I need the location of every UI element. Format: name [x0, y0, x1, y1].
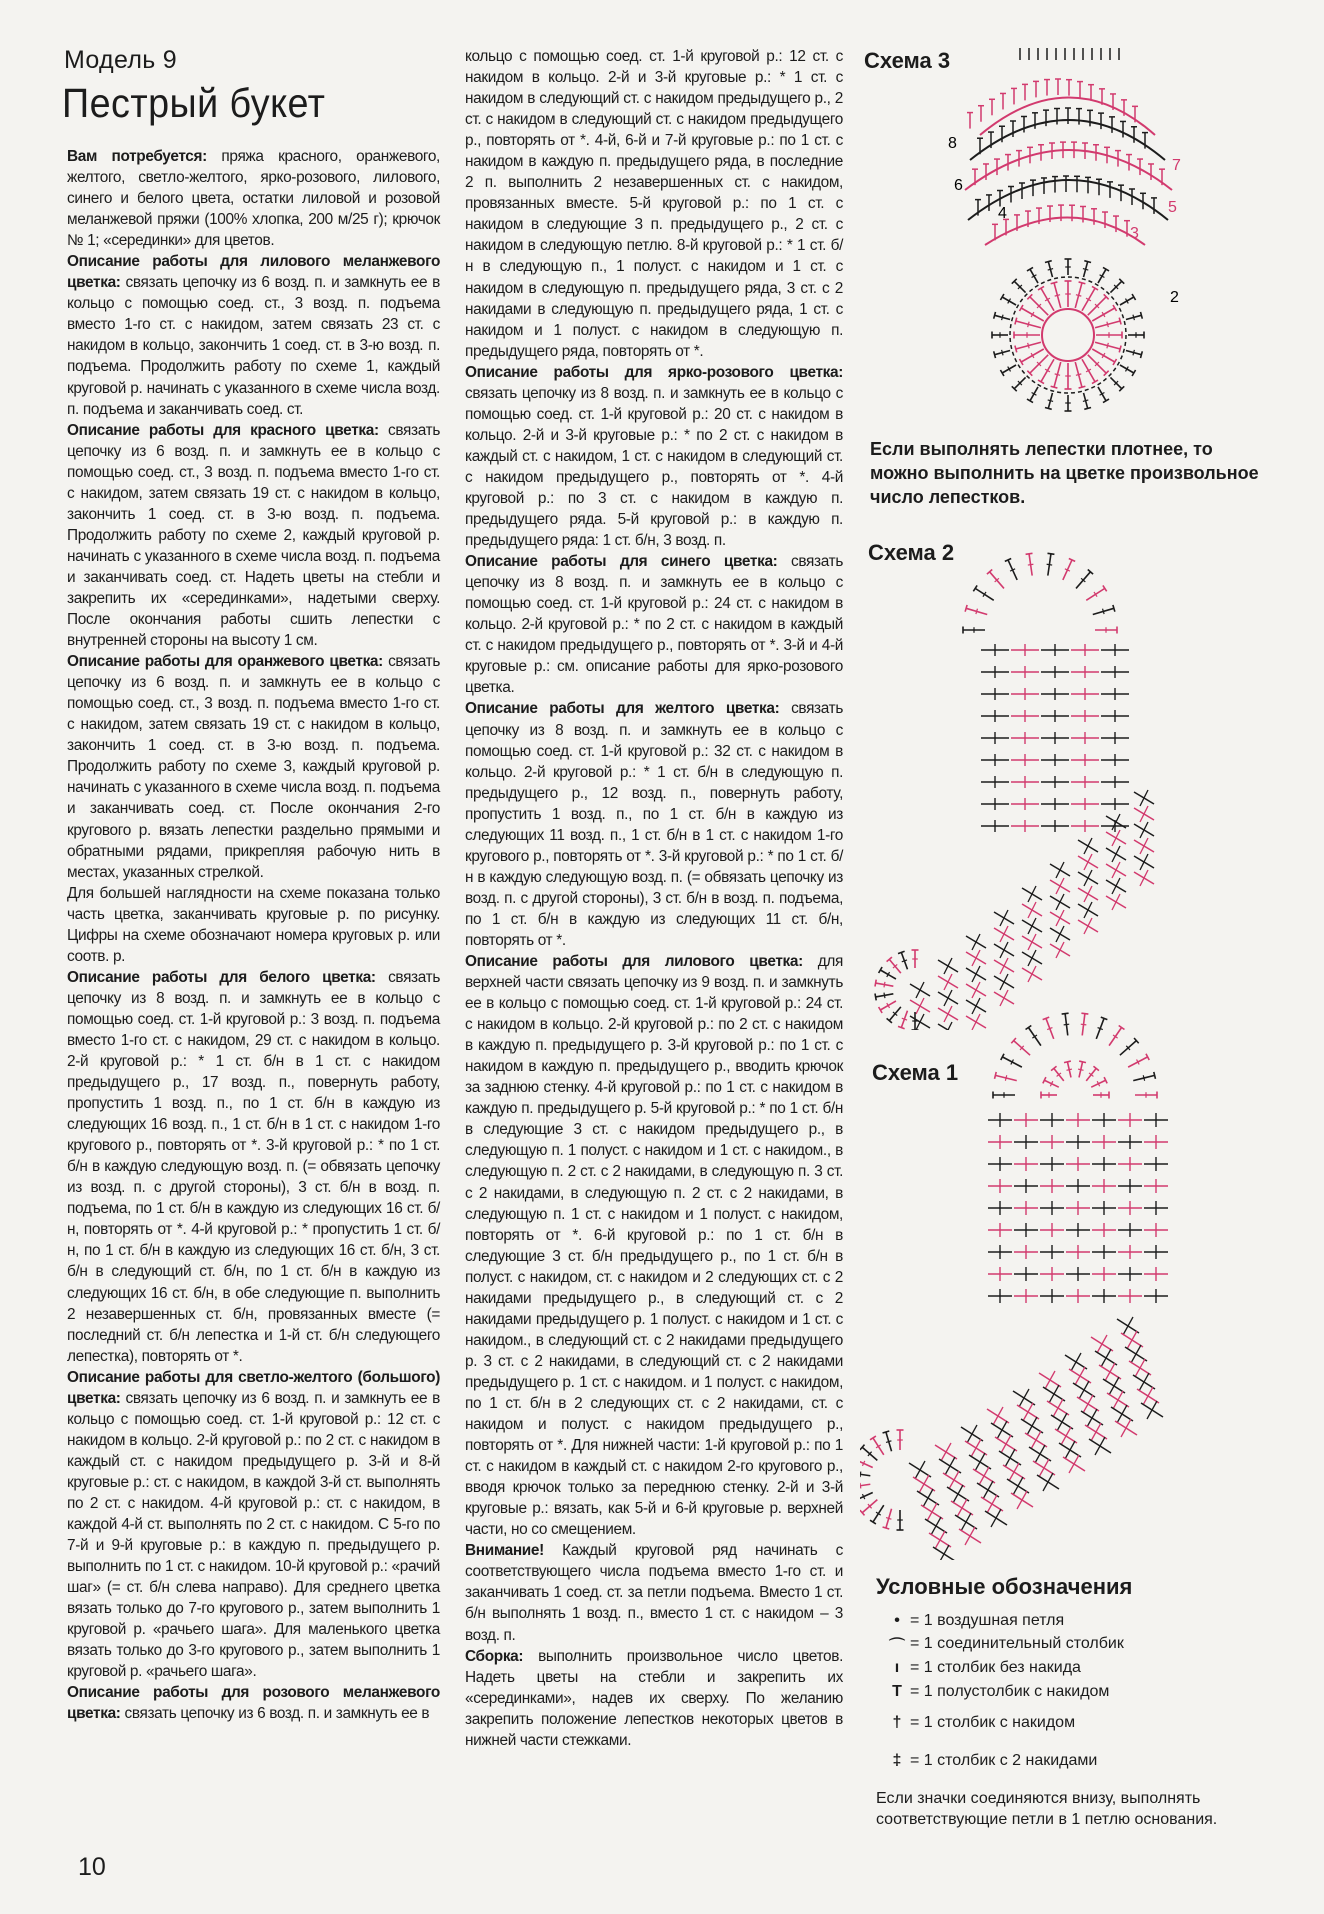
paragraph-label: Описание работы для оранжевого цветка: [67, 653, 383, 671]
schema-3-note: Если выполнять лепестки плотнее, то можно выполнить на цветке произвольное число лепестков. [870, 439, 1259, 507]
paragraph-text: связать цепочку из 6 возд. п. и замкнуть ее в кольцо с помощью соед. ст., 3 возд. п. подъема вместо 1-го ст. с накидом, затем связать 19 ст. с накидом в кольцо, закончить 1 соед. ст. в 3-ю возд. п. подъема. Продолжить работу по схеме 3, каждый круговой р. начинать с указанного в схеме числа возд. п. подъема и заканчивать соед. ст. После окончания 2-го кругового р. вязать лепестки раздельно прямыми и обратными рядами, прикрепляя рабочую нить в местах, указанных стрелкой. [67, 653, 440, 881]
paragraph-text: связать цепочку из 8 возд. п. и замкнуть ее в кольцо с помощью соед. ст. 1-й круговой р.: 20 ст. с накидом в кольцо. 2-й и 3-й круговые р.: * по 2 ст. с накидом в каждый ст. с накидом, 1 ст. с накидом в следующий ст. с накидом предыдущего р., повторять от *. 4-й круговой р.: по 3 ст. с накидом в каждую п. предыдущего ряда. 5-й круговой р.: в каждую п. предыдущего ряда: 1 ст. б/н, 3 возд. п. [465, 384, 843, 550]
schema-1-upper-petal [988, 1013, 1168, 1303]
paragraph [67, 967, 440, 1367]
paragraph-label: Описание работы для лилового меланжевого цветка: [67, 253, 440, 292]
paragraph-text: для верхней части связать цепочку из 9 возд. п. и замкнуть ее в кольцо с помощью соед. ст. 1-й круговой р.: 24 ст. с накидом в кольцо. 2-й круговой р.: по 2 ст. с накидом в каждую п. предыдущего р. 3-й круговой р.: по 1 ст. с накидом в каждую п. предыдущего р., вводить крючок за заднюю стенку. 4-й круговой р.: по 1 ст. с накидом в каждую п. предыдущего р. 5-й круговой р.: * по 1 ст. б/н в следующие 3 ст. с накидом предыдущего р., в следующую п. 1 полуст. с накидом и 1 ст. с накидом., в следующую п. 2 ст. с 2 накидами, в следующую п. 3 ст. с 2 накидами, в следующую п. 2 ст. с 2 накидами, в следующую п. 1 ст. с накидом и 1 полуст. с накидом, повторять от *. 6-й круговой р.: по 1 ст. б/н в следующие 3 ст. б/н предыдущего р., по 1 ст. б/н в полуст. с накидом, ст. с накидом и 2 следующих ст. с 2 накидами предыдущего р., в следующий ст. с 2 накидами предыдущего р. 1 полуст. с накидом и 1 ст. с накидом., в следующий ст. с 2 накидами предыдущего р. 3 ст. с 2 накидами, в следующий ст. с 2 накидами предыдущего р. 1 ст. с накидом. и 1 полуст. с накидом, по 1 ст. б/н в 2 следующих ст. с 2 накидами, ст. с накидом и полуст. с накидом предыдущего р., повторять от *. Для нижней части: 1-й круговой р.: по 1 ст. с накидом в каждый ст. с накидом 2-го кругового р., вводя крючок только за переднюю стенку. 2-й и 3-й круговые р.: вязать, как 5-й и 6-й круговые р. верхней части, но со смещением. [465, 953, 843, 1539]
schema-3-rays [992, 259, 1144, 411]
paragraph-text: Каждый круговой ряд начинать с соответствующего числа подъема вместо 1-го ст. и заканчивать 1 соед. ст. за петли подъема. Вместо 1 ст. б/н выполнять 1 возд. п., вместо 1 ст. с накидом – 3 возд. п. [465, 1542, 843, 1644]
row-number-2: 2 [1170, 289, 1179, 306]
legend-item [884, 1681, 1109, 1703]
paragraph-label: Описание работы для светло-желтого (большого) цветка: [67, 1368, 440, 1407]
paragraph-label: Описание работы для красного цветка: [67, 421, 379, 439]
schema-2-label: Схема 2 [868, 540, 955, 565]
paragraph-text: связать цепочку из 6 возд. п. и замкнуть ее в кольцо с помощью соед. ст. 1-й круговой р.: 12 ст. с накидом в кольцо. 2-й круговой р.: по 2 ст. с накидом в каждый ст. с накидом предыдущего р. 3-й и 8-й круговые р.: ст. с накидом, в каждой 3-й ст. выполнять по 2 ст. с накидом. 4-й круговой р.: ст. с накидом, в каждой 4-й ст. выполнять по 2 ст. с накидом. С 5-го по 7-й и 9-й круговые р.: в каждую п. предыдущего р. выполнить по 1 ст. с накидом. 10-й круговой р.: «рачий шаг» (= ст. б/н слева направо). Для среднего цветка вязать только до 7-го кругового р., затем выполнить 1 круговой р. «рачьего шага». Для маленького цветка вязать только до 3-го кругового р., затем выполнить 1 круговой р. «рачьего шага». [67, 1389, 440, 1681]
paragraph-text: связать цепочку из 8 возд. п. и замкнуть ее в кольцо с помощью соед. ст. 1-й круговой р.: 3 возд. п. подъема вместо 1-го ст. с накидом, 29 ст. с накидом в кольцо. 2-й круговой р.: * 1 ст. б/н в 1 ст. с накидом предыдущего р., 17 возд. п., повернуть работу, пропустить 1 возд. п., по 1 ст. б/н в каждую из следующих 16 возд. п., 1 ст. б/н в 1 ст. с накидом 1-го кругового р., повторять от *. 3-й круговой р.: * по 1 ст. б/н в каждую следующую возд. п. (= обвязать цепочку из возд. п. с другой стороны), 3 ст. б/н в возд. п. подъема, по 1 ст. б/н в каждую из следующих 16 ст. б/н, повторять от *. 4-й круговой р.: * пропустить 1 ст. б/н, по 1 ст. б/н в каждую из следующих 16 ст. б/н, 3 ст. б/н в следующий ст. б/н, по 1 ст. б/н в каждую из следующих 16 ст. б/н, в обе следующие п. выполнить 2 незавершенных ст. б/н, провязанных вместе (= последний ст. б/н лепестка и 1-й ст. б/н следующего лепестка), повторять от *. [67, 968, 441, 1365]
paragraph-label: Описание работы для розового меланжевого цветка: [67, 1684, 440, 1723]
schema-3-label: Схема 3 [864, 48, 951, 73]
page-title: Пестрый букет [62, 80, 326, 126]
instructions-column-1 [67, 146, 440, 1725]
paragraph-text: кольцо с помощью соед. ст. 1-й круговой р.: 12 ст. с накидом в кольцо. 2-й и 3-й круговые р.: * 1 ст. с накидом в следующий ст. с накидом предыдущего р., 2 ст. с накидом в следующий ст. с накидом предыдущего р., повторять от *. 4-й, 6-й и 7-й круговые р.: по 1 ст. с накидом в каждую п. предыдущего ряда, в последние 2 п. выполнить 2 незавершенных ст. с накидом, провязанных вместе. 5-й круговой р.: по 1 ст. с накидом в следующие 3 п. предыдущего р., 2 ст. с накидом в следующую петлю. 8-й круговой р.: * 1 ст. б/н в следующую п., 1 полуст. с накидом и 1 ст. с накидом в следующую п. предыдущего ряда, 3 ст. с 2 накидами в следующую п. предыдущего ряда, 1 ст. с накидом и 1 полуст. с накидом в следующую п. предыдущего ряда, повторять от *. [465, 48, 843, 360]
row-number-4: 4 [998, 205, 1007, 222]
paragraph [67, 883, 440, 967]
legend-item [884, 1610, 1064, 1632]
legend-title: Условные обозначения [876, 1574, 1133, 1599]
legend-text: = 1 столбик без накида [910, 1659, 1081, 1676]
row-number-5: 5 [1168, 199, 1177, 216]
half-double-crochet-icon: T [892, 1683, 902, 1700]
paragraph-label: Описание работы для белого цветка: [67, 968, 376, 986]
row-number-3: 3 [1130, 225, 1139, 242]
schema-2-upper-petal [963, 553, 1129, 832]
schema-2-diagram [860, 510, 1300, 1030]
legend-note: Если значки соединяются внизу, выполнять соответствующие петли в 1 петлю основания. [876, 1790, 1218, 1828]
paragraph [465, 698, 843, 951]
legend-text: = 1 столбик с 2 накидами [910, 1752, 1098, 1769]
single-crochet-icon: ı [894, 1659, 900, 1676]
paragraph-text: связать цепочку из 6 возд. п. и замкнуть ее в кольцо с помощью соед. ст., 3 возд. п. подъема вместо 1-го ст. с накидом, затем связать 19 ст. с накидом в кольцо, закончить 1 соед. ст. в 3-ю возд. п. подъема. Продолжить работу по схеме 2, каждый круговой р. начинать с указанного в схеме числа возд. п. подъема и заканчивать соед. ст. Надеть цветы на стебли и закрепить их «серединками», надетыми сверху. После окончания работы сшить лепестки с внутренней стороны на высоту 1 см. [67, 421, 440, 650]
paragraph-text: Для большей наглядности на схеме показана только часть цветка, заканчивать круговые р. по рисунку. Цифры на схеме обозначают номера круговых р. или соотв. р. [67, 884, 440, 965]
paragraph [465, 551, 843, 698]
chain-stitch-icon: • [894, 1612, 900, 1629]
paragraph [67, 251, 440, 419]
instructions-column-2 [465, 46, 843, 1751]
page-number: 10 [78, 1853, 106, 1881]
paragraph-label: Описание работы для желтого цветка: [465, 700, 780, 718]
legend-text: = 1 столбик с накидом [910, 1714, 1076, 1731]
paragraph [67, 420, 440, 652]
schema-3-diagram [940, 40, 1200, 420]
paragraph-label: Вам потребуется: [67, 148, 207, 165]
legend-item [884, 1712, 1075, 1734]
paragraph [465, 362, 843, 551]
legend-item [884, 1633, 1124, 1655]
paragraph-text: связать цепочку из 8 возд. п. и замкнуть ее в кольцо с помощью соед. ст. 1-й круговой р.: 32 ст. с накидом в кольцо. 2-й круговой р.: * 1 ст. б/н в следующую п. предыдущего р., 12 возд. п., повернуть работу, пропустить 1 возд. п., по 1 ст. б/н в каждую из следующих 11 возд. п., 1 ст. б/н в 1 ст. с накидом 1-го кругового р., повторять от *. 3-й круговой р.: * по 1 ст. б/н в каждую следующую возд. п. (= обвязать цепочку из возд. п. с другой стороны), 3 ст. б/н в возд. п. подъема, по 1 ст. б/н в каждую из следующих 11 ст. б/н, повторять от *. [465, 700, 843, 949]
schema-1-diagram [860, 1000, 1300, 1560]
paragraph-text: пряжа красного, оранжевого, желтого, светло-желтого, ярко-розового, лилового, синего и белого цвета, остатки лиловой и розовой меланжевой пряжи (100% хлопка, 200 м/25 г); крючок № 1; «серединки» для цветов. [67, 148, 440, 250]
paragraph-label: Сборка: [465, 1647, 524, 1665]
paragraph-label: Внимание! [465, 1542, 544, 1560]
schema-3-stitches [967, 48, 1165, 240]
paragraph-text: связать цепочку из 6 возд. п. и замкнуть ее в кольцо с помощью соед. ст., 3 возд. п. подъема вместо 1-го ст. с накидом, затем связать 23 ст. с накидом в кольцо, закончить 1 соед. ст. в 3-ю возд. п. подъема. Продолжить работу по схеме 1, каждый круговой р. начинать с указанного в схеме числа возд. п. подъема и заканчивать соед. ст. [67, 274, 440, 418]
paragraph-text: связать цепочку из 6 возд. п. и замкнуть ее в [120, 1705, 430, 1723]
legend-text: = 1 воздушная петля [910, 1612, 1065, 1629]
legend-item [884, 1657, 1081, 1679]
paragraph-label: Описание работы для лилового цветка: [465, 953, 803, 971]
paragraph-label: Описание работы для синего цветка: [465, 553, 778, 571]
paragraph-text: связать цепочку из 8 возд. п. и замкнуть ее в кольцо с помощью соед. ст. 1-й круговой р.: 24 ст. с накидом в кольцо. 2-й круговой р.: * по 2 ст. с накидом в каждый ст. с накидом предыдущего р., повторять от *. 3-й и 4-й круговые р.: см. описание работы для ярко-розового цветка. [465, 553, 843, 697]
treble-crochet-icon: ‡ [892, 1752, 902, 1769]
paragraph [465, 46, 843, 362]
legend-item [884, 1750, 1097, 1772]
legend-text: = 1 соединительный столбик [910, 1635, 1124, 1652]
paragraph-label: Описание работы для ярко-розового цветка: [465, 363, 843, 381]
paragraph [465, 1540, 843, 1645]
slip-stitch-icon: ⌒ [888, 1637, 905, 1655]
paragraph [465, 1646, 843, 1751]
row-number-8: 8 [948, 135, 957, 152]
paragraph [67, 1682, 440, 1724]
paragraph [67, 146, 440, 251]
legend-text: = 1 полустолбик с накидом [910, 1683, 1110, 1700]
paragraph [67, 1367, 440, 1683]
schema-1-lower-petal [860, 1317, 1163, 1560]
paragraph [67, 651, 440, 883]
model-number: Модель 9 [64, 46, 177, 74]
paragraph [465, 951, 843, 1540]
row-number-6: 6 [954, 177, 963, 194]
paragraph-text: выполнить произвольное число цветов. Надеть цветы на стебли и закрепить их «серединками», надев их сверху. По желанию закрепить положение лепестков некоторых цветов в нижней части стежками. [465, 1647, 843, 1749]
schema-3-ring [1042, 309, 1094, 361]
double-crochet-icon: † [892, 1714, 902, 1731]
row-number-7: 7 [1172, 157, 1181, 174]
schema-1-label: Схема 1 [872, 1060, 959, 1085]
